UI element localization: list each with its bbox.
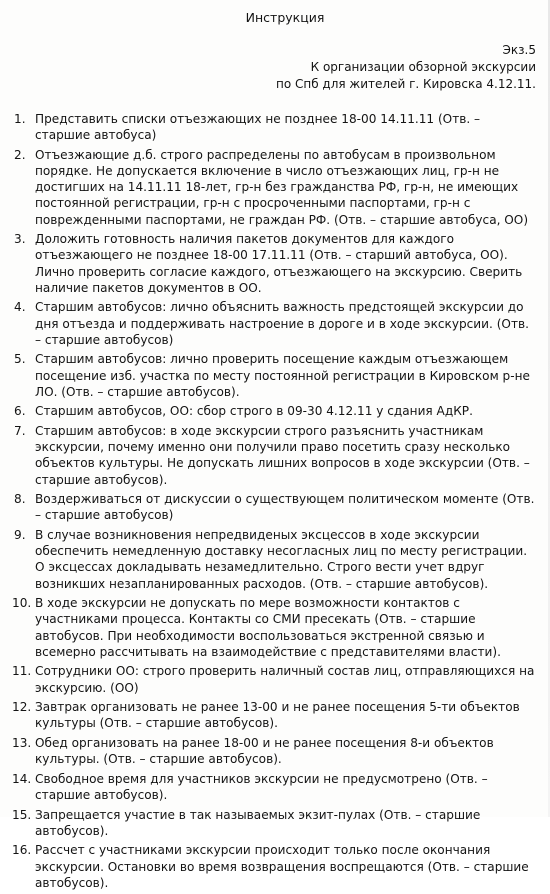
list-item: [14, 231, 538, 296]
document-title: Инструкция: [245, 10, 325, 25]
instruction-list: [14, 111, 538, 894]
subtitle-line: К организации обзорной экскурсии: [310, 60, 536, 74]
item-number: 16.: [12, 843, 32, 858]
item-number: 2.: [14, 147, 26, 162]
subtitle-line: по Спб для жителей г. Кировска 4.12.11.: [275, 76, 536, 91]
item-text: Представить списки отъезжающих не позднее 18-00 14.11.11 (Отв. – старшие автобуса): [35, 112, 481, 143]
list-item: [14, 111, 538, 143]
item-number: 13.: [12, 736, 32, 750]
item-text: Старшим автобусов: лично проверить посещение каждым отъезжающем посещение изб. участка по месту постоянной регистрации в Кировском р-не ЛО. (Отв. – старшие автобусов).: [35, 352, 530, 399]
document-subtitle: [276, 59, 536, 92]
item-text: Запрещается участие в так называемых экзит-пулах (Отв. – старшие автобусов).: [35, 807, 481, 838]
item-number: 11.: [12, 664, 32, 679]
list-item: [14, 491, 538, 523]
item-text: Обед организовать на ранее 18-00 и не ранее посещения 8-и объектов культуры. (Отв. – старшие автобусов).: [35, 736, 494, 767]
list-item: [14, 403, 538, 419]
item-number: 3.: [14, 232, 26, 247]
list-item: [14, 842, 538, 891]
item-number: 12.: [12, 700, 32, 715]
item-number: 5.: [14, 352, 26, 367]
item-text: Старшим автобусов, ОО: сбор строго в 09-30 4.12.11 у сдания АдКР.: [35, 404, 473, 419]
item-text: Свободное время для участников экскурсии не предусмотрено (Отв. – старшие автобусов).: [35, 771, 488, 802]
item-number: 10.: [12, 596, 32, 611]
list-item: [14, 147, 538, 228]
item-text: Старшим автобусов: в ходе экскурсии строго разъяснить участникам экскурсии, почему именно они получили право посетить сразу несколько объектов культуры. Не допускать лишних вопросов в ходе экскурсии (Отв. – старшие автобусов).: [35, 424, 530, 487]
item-text: Отъезжающие д.б. строго распределены по автобусам в произвольном порядке. Не допускается включение в число отъезжающих лиц, гр-н не достигших на 14.11.11 18-лет, гр-н без гражданства РФ, гр-н, не имеющих постоянной регистрации, гр-н с просроченными паспортами, гр-н с поврежденными паспортами, не граждан РФ. (Отв. – старшие автобуса, ОО): [35, 147, 529, 227]
list-item: [14, 423, 538, 488]
item-number: 15.: [12, 807, 32, 822]
list-item: [14, 771, 538, 803]
item-text: Старшим автобусов: лично объяснить важность предстоящей экскурсии до дня отъезда и поддерживать настроение в дороге и в ходе экскурсии. (Отв. – старшие автобусов): [35, 300, 529, 347]
item-number: 8.: [14, 492, 26, 507]
list-item: [14, 663, 538, 695]
item-number: 6.: [14, 404, 26, 419]
list-item: [14, 351, 538, 400]
list-item: [14, 735, 538, 767]
item-text: В ходе экскурсии не допускать по мере возможности контактов с участниками процесса. Контакты со СМИ пресекать (Отв. – старшие автобусов. При необходимости воспользоваться экстренной связью и всемерно рассчитывать на взаимодействие с представителями власти).: [35, 596, 501, 659]
item-text: Сотрудники ОО: строго проверить наличный состав лиц, отправляющихся на экскурсию. (ОО): [35, 664, 535, 695]
item-text: Рассчет с участниками экскурсии происходит только после окончания экскурсии. Остановки во время возвращения воспрещаются (Отв. – старшие автобусов).: [35, 843, 529, 890]
item-number: 4.: [14, 300, 26, 315]
list-item: [14, 807, 538, 839]
item-text: В случае возникновения непредвиденых эксцессов в ходе экскурсии обеспечить немедленную доставку несогласных лиц по месту регистрации. О эксцессах докладывать незамедлительно. Строго вести учет вдруг возникших незапланированных расходов. (Отв. – старшие автобусов).: [35, 528, 528, 591]
item-text: Доложить готовность наличия пакетов документов для каждого отъезжающего не позднее 18-00 17.11.11 (Отв. – старший автобуса, ОО). Лично проверить согласие каждого, отъезжающего на экскурсию. Сверить наличие пакетов документов в ОО.: [35, 232, 523, 295]
list-item: [14, 527, 538, 592]
list-item: [14, 699, 538, 731]
list-item: [14, 299, 538, 348]
list-item: [14, 595, 538, 660]
item-text: Завтрак организовать не ранее 13-00 и не ранее посещения 5-ти объектов культуры (Отв. – старшие автобусов).: [35, 700, 520, 731]
item-number: 9.: [14, 528, 26, 542]
item-number: 14.: [12, 771, 32, 786]
copy-number: Экз.5: [502, 43, 536, 57]
item-number: 7.: [14, 424, 26, 438]
item-text: Воздерживаться от дискуссии о существующем политическом моменте (Отв. – старшие автобусов): [35, 492, 535, 523]
item-number: 1.: [14, 112, 26, 126]
